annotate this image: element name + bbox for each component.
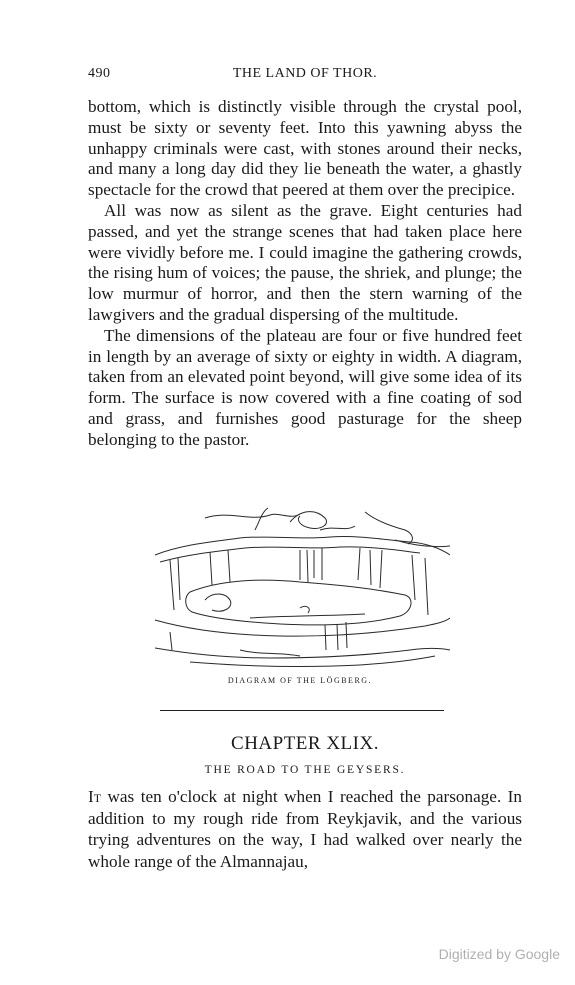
chapter-first-word: It	[88, 787, 102, 806]
paragraph	[88, 786, 522, 872]
chapter-opening	[88, 786, 522, 872]
chapter-opening-text: was ten o'clock at night when I reached the parsonage. In addition to my rough ride from Reykjavik, and the various trying adventures on the way, I had walked over nearly the whole range of the Almannajau,	[88, 787, 522, 871]
logberg-diagram	[150, 500, 450, 690]
paragraph: All was now as silent as the grave. Eight centuries had passed, and yet the strange scenes that had taken place here were vividly before me. I could imagine the gathering crowds, the rising hum of voices; the pause, the shriek, and plunge; the low murmur of horror, and then the stern warning of the lawgivers and the gradual dispersing of the multitude.	[88, 200, 522, 324]
logberg-diagram-illustration	[150, 500, 450, 675]
page-header	[88, 66, 522, 88]
figure-caption: DIAGRAM OF THE LÖGBERG.	[227, 676, 373, 685]
chapter-subtitle: THE ROAD TO THE GEYSERS.	[204, 764, 406, 776]
digitized-watermark: Digitized by Google	[438, 946, 560, 962]
section-divider	[160, 710, 444, 711]
paragraph: bottom, which is distinctly visible through the crystal pool, must be sixty or seventy feet. Into this yawning abyss the unhappy criminals were cast, with stones around their necks, and many a long day did they lie beneath the water, a ghastly spectacle for the crowd that peered at them over the precipice.	[88, 97, 522, 200]
body-text	[88, 97, 522, 451]
paragraph: The dimensions of the plateau are four or five hundred feet in length by an average of sixty or eighty in width. A diagram, taken from an elevated point beyond, will give some idea of its form. The surface is now covered with a fine coating of sod and grass, and furnishes good pasturage for the sheep belonging to the pastor.	[88, 325, 522, 449]
running-title: THE LAND OF THOR.	[232, 66, 378, 81]
chapter-heading: CHAPTER XLIX.	[231, 733, 379, 754]
page-number: 490	[88, 66, 111, 81]
